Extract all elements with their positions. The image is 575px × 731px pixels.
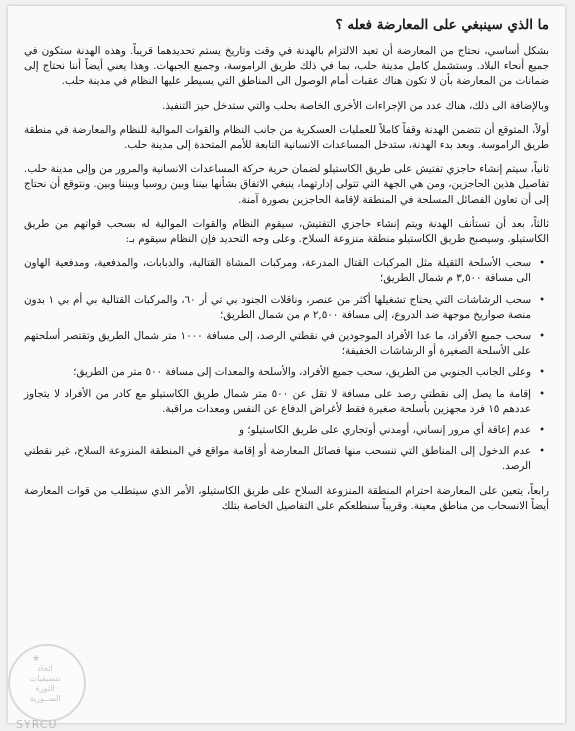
list-item-text: سحب الرشاشات التي يحتاج تشغيلها أكثر من عنصر، وناقلات الجنود بي تي أر ٦٠، والمركبات القتالية بي أم بي ١ بدون منصة صواريخ موجهة ضد الدروع، إلى مسافة ٢,٥٠٠ م من شمال الطريق؛ [24, 293, 532, 321]
document-body [24, 16, 549, 523]
watermark-line: الســورية [29, 694, 61, 703]
list-item [24, 387, 545, 417]
paragraph-second: ثانياً، سيتم إنشاء حاجزي تفتيش على طريق الكاستيلو لضمان حرية حركة المساعدات الانسانية والمرور من وإلى مدينة حلب. تفاصيل هذين الحاجزين، ومن هي الجهة التي تتولى إدارتهما، ينبغي الاتفاق بشأنها بيننا وبين روسيا وبيننا وبين. ونتوقع أن نحتاج إلى أن تعاون الفصائل المسلحة في المنطقة لإقامة الحاجزين بصورة آمنة. [24, 163, 549, 206]
syrcu-watermark [4, 644, 88, 731]
list-item-text: سحب جميع الأفراد، ما عدا الأفراد الموجودين في نقطتي الرصد، إلى مسافة ١٠٠٠ متر شمال الطريق وتقتصر أسلحتهم على الأسلحة الصغيرة أو الرشاشات الخفيفة؛ [24, 330, 531, 358]
bullet-icon: • [539, 367, 545, 379]
list-item-text: سحب الأسلحة الثقيلة مثل المركبات القتال المدرعة، ومركبات المشاة القتالية، والدبابات، والمدفعية، ومدفعية الهاون الى مسافة ٣,٥٠٠ م شمال الطريق؛ [24, 257, 531, 285]
bullet-icon: • [539, 388, 545, 400]
list-item [24, 293, 545, 323]
list-item-text: وعلى الجانب الجنوبي من الطريق، سحب جميع الأفراد، والأسلحة والمعدات إلى مسافة ٥٠٠ متر من الطريق؛ [73, 366, 531, 379]
paragraph-first: أولاً، المتوقع أن تتضمن الهدنة وقفاً كاملاً للعمليات العسكرية من جانب النظام والقوات الموالية للنظام والمعارضة في منطقة طريق الراموسة. وبعد بدء الهدنة، ستدخل المساعدات الانسانية التابعة للأمم المتحدة إلى مدينة حلب. [24, 123, 549, 152]
document-page [8, 6, 565, 723]
list-item [24, 423, 545, 438]
list-item-text: عدم الدخول إلى المناطق التي تنسحب منها فصائل المعارضة أو إقامة مواقع في المنطقة المنزوعة السلاح، غير نقطتي الرصد. [24, 445, 531, 473]
list-item [24, 329, 545, 359]
watermark-line: الثورة [35, 684, 55, 693]
bullet-icon: • [539, 425, 545, 437]
paragraph-third: ثالثاً، بعد أن تستأنف الهدنة ويتم إنشاء حاجزي التفتيش، سيقوم النظام والقوات الموالية له بسحب قواتهم من طريق الكاستيلو. وسيصبح طريق الكاستيلو منطقة منزوعة السلاح. وعلى وجه التحديد فإن النظام سيقوم بـ: [24, 217, 549, 246]
star-icon: ★ [32, 654, 41, 664]
list-item [24, 444, 545, 474]
bullet-icon: • [539, 331, 545, 343]
paragraph-fourth: رابعاً، يتعين على المعارضة احترام المنطقة المنزوعة السلاح على طريق الكاستيلو، الأمر الذي سيتطلب من قوات المعارضة أيضاً الانسحاب من مناطق معينة. وقريباً سنطلعكم على التفاصيل الخاصة بتلك [24, 484, 549, 512]
paragraph-additional-measures: وبالإضافة الى ذلك، هناك عدد من الإجراءات الأخرى الخاصة بحلب والتي ستدخل حيز التنفيذ. [162, 99, 549, 112]
bullet-icon: • [539, 294, 545, 306]
document-title: ما الذي سينبغي على المعارضة فعله ؟ [335, 17, 549, 33]
withdrawal-list [24, 256, 549, 474]
list-item [24, 256, 545, 286]
bullet-icon: • [539, 258, 545, 270]
watermark-code: SYRCU [16, 718, 58, 731]
list-item-text: عدم إعاقة أي مرور إنساني، أومدني أوتجاري على طريق الكاستيلو؛ و [239, 424, 531, 437]
bullet-icon: • [539, 446, 545, 458]
paragraph-intro: بشكل أساسي، نحتاج من المعارضة أن تعيد الالتزام بالهدنة في وقت وتاريخ يستم تحديدهما قريباً. وهذه الهدنة ستكون في جميع أنحاء البلاد. وستشمل كامل مدينة حلب، بما في ذلك طريق الراموسة، وجميع الجبهات. وهذا يعني أيضاً أننا نحتاج إلى ضمانات من المعارضة بأن لا تكون هناك عقبات أمام الوصول الى المناطق التي يسيطر عليها النظام في مدينة حلب. [24, 45, 549, 88]
list-item [24, 365, 545, 380]
list-item-text: إقامة ما يصل إلى نقطتي رصد على مسافة لا تقل عن ٥٠٠ متر شمال طريق الكاستيلو مع كادر من الأفراد لا يتجاوز عددهم ١٥ فرد مجهزين بأسلحة صغيرة فقط لأغراض الدفاع عن النفس ومعدات مراقبة. [24, 387, 532, 415]
watermark-line: اتحاد [37, 664, 53, 673]
watermark-line: تنسيقيات [29, 674, 61, 683]
